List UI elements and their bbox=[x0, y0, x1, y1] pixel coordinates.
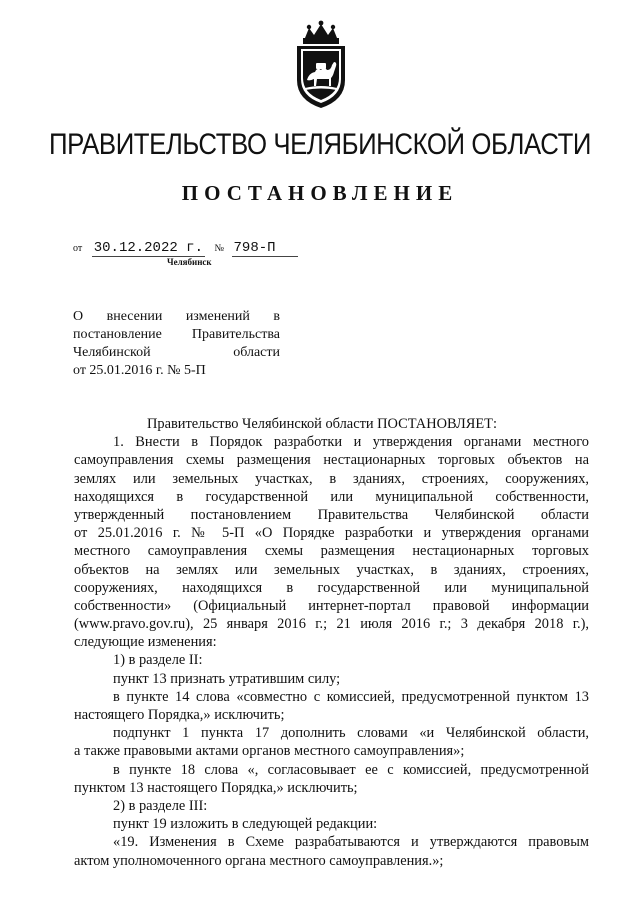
body-line: актом уполномоченного органа местного самоуправления.»; bbox=[74, 852, 444, 869]
body-line: 1. Внести в Порядок разработки и утверждения органами местного bbox=[113, 434, 589, 451]
body-line: пункт 19 изложить в следующей редакции: bbox=[113, 816, 378, 833]
body-line: самоуправления схемы размещения нестационарных торговых объектов на bbox=[74, 452, 589, 469]
body-line: в пункте 18 слова «, согласовывает ее с комиссией, предусмотренной bbox=[113, 761, 589, 778]
body-line: «19. Изменения в Схеме разрабатываются и утверждаются правовым bbox=[113, 834, 589, 851]
body-line: местного самоуправления схемы размещения нестационарных торговых bbox=[74, 543, 589, 560]
section-item: 1) в разделе II: bbox=[113, 652, 203, 669]
chelyabinsk-coat-of-arms-icon bbox=[287, 18, 355, 110]
city-label: Челябинск bbox=[167, 257, 212, 267]
body-line: пункт 13 признать утратившим силу; bbox=[113, 670, 341, 687]
document-number: 798-П bbox=[232, 240, 298, 257]
body-line: (www.pravo.gov.ru), 25 января 2016 г.; 21 июля 2016 г.; 3 декабря 2018 г.), bbox=[74, 616, 589, 633]
body-line: следующие изменения: bbox=[74, 634, 217, 651]
body-line: находящихся в государственной или муниципальной собственности, bbox=[74, 488, 589, 505]
from-label: от bbox=[73, 243, 83, 254]
document-body bbox=[74, 415, 589, 870]
date-number-line bbox=[73, 240, 298, 257]
subject-line: Челябинской области bbox=[73, 345, 280, 360]
preamble: Правительство Челябинской области ПОСТАНОВЛЯЕТ: bbox=[147, 416, 497, 432]
body-line: землях или земельных участках, в зданиях, строениях, сооружениях, bbox=[74, 470, 589, 487]
government-title: ПРАВИТЕЛЬСТВО ЧЕЛЯБИНСКОЙ ОБЛАСТИ bbox=[48, 128, 592, 161]
number-label: № bbox=[214, 243, 225, 254]
subject-line: постановление Правительства bbox=[73, 327, 280, 342]
body-line: от 25.01.2016 г. № 5-П «О Порядке разработки и утверждения органами bbox=[74, 525, 589, 542]
subject-line: О внесении изменений в bbox=[73, 309, 280, 324]
document-type: ПОСТАНОВЛЕНИЕ bbox=[181, 181, 459, 205]
body-line: утвержденный постановлением Правительства Челябинской области bbox=[74, 506, 589, 523]
body-line: а также правовыми актами органов местного самоуправления»; bbox=[74, 743, 465, 760]
body-line: пунктом 13 настоящего Порядка,» исключить; bbox=[74, 779, 358, 796]
body-line: подпункт 1 пункта 17 дополнить словами «и Челябинской области, bbox=[113, 725, 589, 742]
body-line: настоящего Порядка,» исключить; bbox=[74, 707, 285, 723]
body-line: в пункте 14 слова «совместно с комиссией, предусмотренной пунктом 13 bbox=[113, 688, 589, 705]
document-subject bbox=[73, 308, 280, 380]
body-line: сооружениях, находящихся в государственной или муниципальной bbox=[74, 579, 589, 596]
section-item: 2) в разделе III: bbox=[113, 797, 208, 814]
subject-line: от 25.01.2016 г. № 5-П bbox=[73, 363, 206, 378]
body-line: объектов на землях или земельных участках, в зданиях, строениях, bbox=[74, 561, 589, 578]
document-date: 30.12.2022 г. bbox=[93, 240, 203, 256]
body-line: собственности» (Официальный интернет-портал правовой информации bbox=[74, 597, 589, 614]
